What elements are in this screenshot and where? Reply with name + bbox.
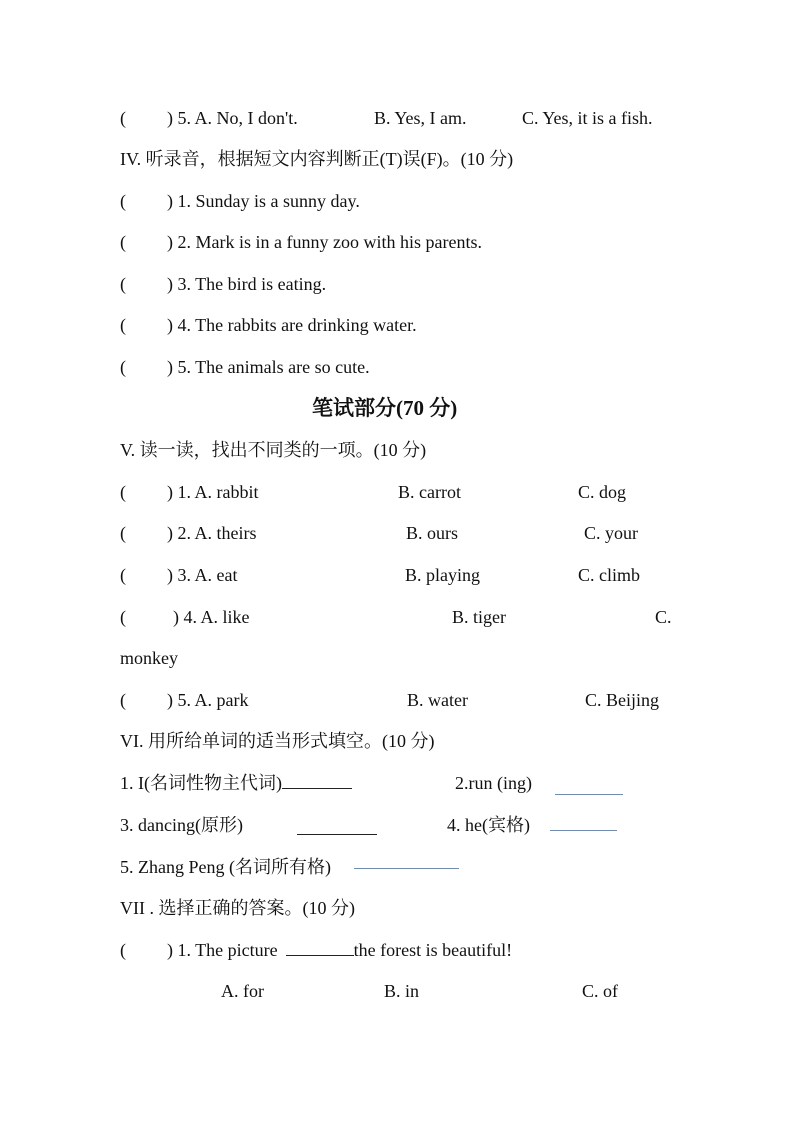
answer-paren: ( (120, 690, 126, 710)
question-text: ) 5. A. No, I don't. (167, 108, 298, 128)
question-row (167, 940, 512, 960)
question-text: ) 5. The animals are so cute. (167, 357, 370, 377)
option-a: ) 4. A. like (173, 607, 250, 627)
option-b: B. playing (405, 565, 480, 585)
option-c: C. of (582, 981, 618, 1001)
section-heading: V. 读一读，找出不同类的一项。(10 分) (120, 440, 427, 460)
question-text: ) 3. The bird is eating. (167, 274, 327, 294)
question-text-end: the forest is beautiful! (353, 940, 513, 960)
answer-blank[interactable] (286, 941, 354, 956)
handwritten-answer-line[interactable] (555, 794, 623, 795)
section-heading: VI. 用所给单词的适当形式填空。(10 分) (120, 731, 435, 751)
option-c: C. climb (578, 565, 640, 585)
answer-paren: ( (120, 940, 126, 960)
section-heading: IV. 听录音，根据短文内容判断正(T)误(F)。(10 分) (120, 149, 514, 169)
answer-paren: ( (120, 565, 126, 585)
answer-paren: ( (120, 232, 126, 252)
fill-question-text: 1. I(名词性物主代词) (120, 773, 282, 793)
option-a: ) 2. A. theirs (167, 523, 257, 543)
answer-paren: ( (120, 607, 126, 627)
answer-paren: ( (120, 274, 126, 294)
section-heading: VII . 选择正确的答案。(10 分) (120, 898, 355, 918)
fill-question-text: 4. he(宾格) (447, 815, 530, 835)
question-text: ) 4. The rabbits are drinking water. (167, 315, 417, 335)
answer-paren: ( (120, 315, 126, 335)
option-c: C. Beijing (585, 690, 660, 710)
option-b: B. ours (406, 523, 459, 543)
option-b: B. carrot (398, 482, 461, 502)
answer-blank[interactable] (297, 820, 377, 835)
question-row: ( (120, 108, 126, 128)
option-c: C. dog (578, 482, 627, 502)
option-a: ) 1. A. rabbit (167, 482, 259, 502)
answer-paren: ( (120, 482, 126, 502)
written-part-title: 笔试部分(70 分) (312, 396, 458, 420)
option-c: C. (655, 607, 672, 627)
question-text: ) 1. Sunday is a sunny day. (167, 191, 360, 211)
option-a: A. for (221, 981, 264, 1001)
fill-question-text: 2.run (ing) (455, 773, 532, 793)
option-a: ) 3. A. eat (167, 565, 238, 585)
option-c-wrap: monkey (120, 648, 178, 668)
answer-paren: ( (120, 191, 126, 211)
fill-question (120, 773, 352, 793)
option-b: B. Yes, I am. (374, 108, 467, 128)
answer-paren: ( (120, 357, 126, 377)
option-c: C. your (584, 523, 638, 543)
fill-question-text: 3. dancing(原形) (120, 815, 243, 835)
question-text: ) 1. The picture (167, 940, 278, 960)
option-c: C. Yes, it is a fish. (522, 108, 653, 128)
option-a: ) 5. A. park (167, 690, 249, 710)
answer-paren: ( (120, 523, 126, 543)
option-b: B. in (384, 981, 420, 1001)
handwritten-answer-line[interactable] (354, 868, 459, 869)
answer-blank[interactable] (282, 774, 352, 789)
question-text: ) 2. Mark is in a funny zoo with his parents. (167, 232, 482, 252)
fill-question-text: 5. Zhang Peng (名词所有格) (120, 857, 331, 877)
handwritten-answer-line[interactable] (550, 830, 617, 831)
option-b: B. water (407, 690, 468, 710)
option-b: B. tiger (452, 607, 506, 627)
